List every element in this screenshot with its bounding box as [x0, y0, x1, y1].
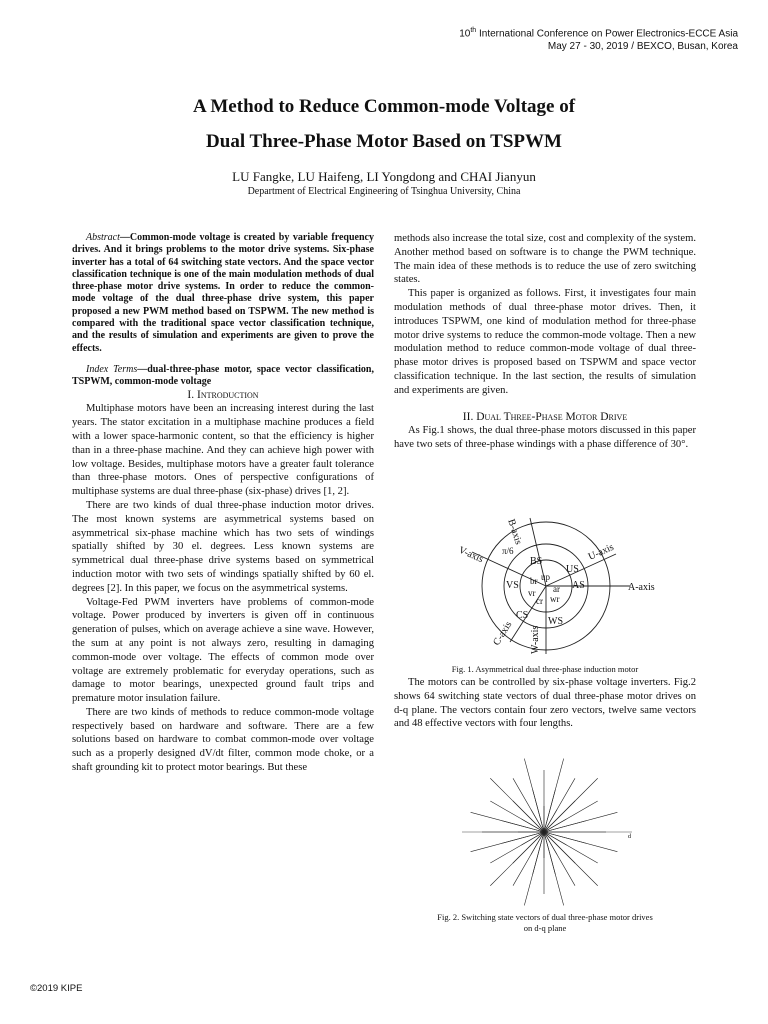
vs-label: VS	[506, 580, 519, 591]
paragraph: This paper is organized as follows. First, it investigates four main modulation methods of dual three-phase motor drives. Then, it introduces TSPWM, one kind of modulation method for three-phase motor drive systems to reduce the common-mode voltage. Then a new modulation method to reduce common-mode voltage of dual three-phase motor drives is proposed based on TSPWM and space vector classification technique. In the last section, the results of simulation and experiments are given.	[394, 288, 696, 396]
switching-vector	[490, 801, 544, 832]
ws-label: WS	[548, 616, 563, 627]
switching-vector	[544, 832, 598, 863]
paper-affiliation: Department of Electrical Engineering of Tsinghua University, China	[247, 186, 521, 197]
left-column	[72, 232, 374, 775]
switching-vector	[490, 832, 544, 886]
switching-vector	[544, 778, 575, 832]
switching-vector	[490, 832, 544, 863]
paragraph: The motors can be controlled by six-phase voltage inverters. Fig.2 shows 64 switching state vectors of dual three-phase motor drives on d-q plane. The vectors contain four zero vectors, twelve same vectors and 48 effective vectors with four lengths.	[394, 677, 696, 730]
wr-label: wr	[550, 594, 560, 604]
section-2-heading: II. Dual Three-Phase Motor Drive	[462, 410, 628, 423]
pi6-label: π/6	[502, 546, 514, 556]
conf-name: International Conference on Power Electronics-ECCE Asia	[476, 28, 738, 40]
switching-vector	[544, 812, 617, 832]
abstract-text: —Common-mode voltage is created by variable frequency drives. And it brings problems to the motor drive systems. Six-phase inverter has a total of 64 switching state vectors. And the space vector classification technique is one of the main modulation methods of dual three-phase motor drive systems. In order to reduce the common-mode voltage of the dual three-phase drive system, this paper proposed a new PWM method based on TSPWM. The new method is compared with the traditional space vector classification technique, and the results of simulation and experiments are given to prove the effects.	[72, 232, 374, 354]
fig2-caption-line2: on d-q plane	[523, 923, 567, 933]
section-1-heading: I. Introduction	[187, 388, 259, 401]
paper-title-line2: Dual Three-Phase Motor Based on TSPWM	[206, 131, 562, 152]
conf-edition: 10	[459, 28, 471, 40]
fig2-caption	[394, 912, 696, 934]
us-label: US	[566, 564, 579, 575]
paper-authors: LU Fangke, LU Haifeng, LI Yongdong and CHAI Jianyun	[232, 169, 536, 184]
a-axis-label: A-axis	[628, 582, 655, 593]
index-terms-label: Index Terms	[86, 363, 138, 375]
right-column-continued	[394, 676, 696, 731]
c-axis-label: C-axis	[491, 619, 515, 648]
v-axis-label: V-axis	[456, 544, 485, 566]
as-label: AS	[572, 580, 585, 591]
switching-vector	[524, 832, 544, 905]
abstract-label: Abstract	[86, 232, 120, 243]
switching-vector	[544, 832, 564, 905]
switching-vector	[513, 778, 544, 832]
d-axis-label: d	[628, 834, 631, 840]
copyright-footer: ©2019 KIPE	[30, 983, 83, 994]
paragraph: Voltage-Fed PWM inverters have problems of common-mode voltage. Power produced by inverters is given off in continuous generation of pulses, which on average achieve a sine wave. However, the sum at any point is not always zero, resulting in damaging common-mode over voltage. The effects of common mode over voltage are extremely problematic for everyday operations, such as damage to motor bearings, unexpected ground fault trips and premature motor insulation failure.	[72, 596, 374, 705]
b-axis-label: B-axis	[505, 517, 524, 547]
paragraph: As Fig.1 shows, the dual three-phase motors discussed in this paper have two sets of three-phase windings with a phase difference of 30°.	[394, 425, 696, 451]
vr-label: vr	[528, 588, 536, 598]
abstract	[72, 232, 374, 355]
switching-vector	[544, 759, 564, 832]
fig2-caption-line1: Fig. 2. Switching state vectors of dual three-phase motor drives	[437, 912, 653, 922]
conf-date-location: May 27 - 30, 2019 / BEXCO, Busan, Korea	[547, 41, 738, 53]
switching-vector	[544, 801, 598, 832]
switching-vector	[544, 832, 598, 886]
bs-label: BS	[530, 556, 543, 567]
switching-vector	[544, 832, 575, 886]
paragraph: There are two kinds of dual three-phase induction motor drives. The most known systems are asymmetrical systems based on asymmetrical six-phase machine which has two sets of windings spatially shifted by 30 el. degrees. Less known systems are symmetrical dual three-phase drive systems based on symmetrical induction motor with two sets of windings spatially shifted by 60 el. degrees [2]. In this paper, we focus on the asymmetrical systems.	[72, 499, 374, 594]
paragraph: Multiphase motors have been an increasing interest during the last years. The stator excitation in a multiphase machine produces a field with a lower space-harmonic content, so that the efficiency is higher than in a three-phase machine. And they can achieve high power with low voltage. Besides, multiphase motors have a greater fault tolerance than three-phase motors. Ones of perspective configurations of multiphase systems are dual three-phase (six-phase) drives [1, 2].	[72, 403, 374, 498]
cr-label: cr	[536, 596, 543, 606]
conf-edition-suffix: th	[470, 27, 477, 34]
fig1-caption: Fig. 1. Asymmetrical dual three-phase induction motor	[451, 664, 639, 674]
fig1-motor-diagram	[440, 516, 660, 656]
paragraph: methods also increase the total size, cost and complexity of the system. Another method based on software is to change the PWM technique. The main idea of these methods is to reduce the use of zero switching states.	[394, 233, 696, 286]
cs-label: CS	[516, 610, 529, 621]
up-label: up	[541, 572, 550, 582]
w-axis-label: W-axis	[530, 625, 541, 654]
right-column	[394, 232, 696, 452]
paper-title-line1: A Method to Reduce Common-mode Voltage of	[192, 96, 576, 117]
switching-vector	[471, 812, 544, 832]
switching-vector	[471, 832, 544, 852]
paragraph: There are two kinds of methods to reduce common-mode voltage respectively based on hardware and software. There are a few solutions based on hardware to combat common-mode over voltage such as a properly designed dV/dt filter, common mode choke, or a shaft grounding kit to protect motor bearings. But these	[72, 706, 374, 774]
switching-vector	[544, 832, 617, 852]
conference-header	[459, 24, 738, 53]
switching-vector	[544, 778, 598, 832]
index-terms	[72, 364, 374, 389]
u-axis-label: U-axis	[586, 541, 616, 563]
switching-vector	[490, 778, 544, 832]
switching-vector	[524, 759, 544, 832]
ar-label: ar	[553, 584, 560, 594]
switching-vector	[513, 832, 544, 886]
fig2-vector-diagram	[456, 752, 636, 912]
index-terms-text: —dual-three-phase motor, space vector classification, TSPWM, common-mode voltage	[72, 363, 374, 388]
br-label: br	[530, 576, 538, 586]
